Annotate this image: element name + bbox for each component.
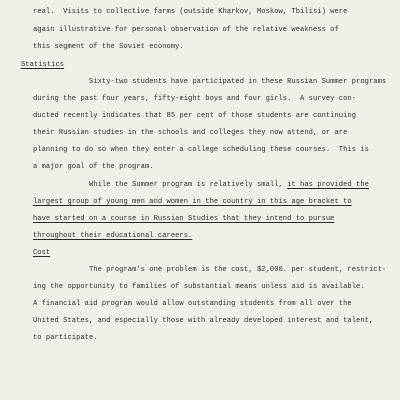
statistics-p1-line-4: their Russian studies in the schools and colleges they now attend, or are xyxy=(33,129,348,137)
cost-heading: Cost xyxy=(33,249,51,257)
statistics-p1-line-5: planning to do so when they enter a college scheduling these courses. This is xyxy=(33,146,369,154)
intro-line-3: this segment of the Soviet economy. xyxy=(33,43,184,51)
statistics-p1-line-2: during the past four years, fifty-eight boys and four girls. A survey con- xyxy=(33,95,357,103)
statistics-p2-line-4: throughout their educational careers. xyxy=(33,232,193,240)
statistics-p1-line-1: Sixty-two students have participated in these Russian Summer programs xyxy=(89,78,387,86)
statistics-p2-line-3: have started on a course in Russian Studies that they intend to pursue xyxy=(33,215,335,223)
cost-line-2: ing the opportunity to families of substantial means unless aid is available. xyxy=(33,283,365,291)
statistics-p2-line-1 xyxy=(89,180,369,190)
cost-line-3: A financial aid program would allow outstanding students from all over the xyxy=(33,300,352,308)
intro-line-1: real. Visits to collective farms (outside Kharkov, Moskow, Tbilisi) were xyxy=(33,8,348,16)
statistics-p2-plain-text: While the Summer program is relatively small, xyxy=(89,181,288,189)
statistics-p2-line-2: largest group of young men and women in the country in this age bracket to xyxy=(33,198,352,206)
statistics-p2-underlined-text: it has provided the xyxy=(287,181,369,189)
statistics-heading: Statistics xyxy=(21,61,65,69)
cost-line-4: United States, and especially those with already developed interest and talent, xyxy=(33,317,374,325)
intro-line-2: again illustrative for personal observation of the relative weakness of xyxy=(33,26,339,34)
cost-line-5: to participate. xyxy=(33,334,98,342)
cost-line-1: The program's one problem is the cost, $2,000. per student, restrict- xyxy=(89,266,387,274)
statistics-p1-line-3: ducted recently indicates that 85 per cent of those students are continuing xyxy=(33,112,357,120)
statistics-p1-line-6: a major goal of the program. xyxy=(33,163,154,171)
